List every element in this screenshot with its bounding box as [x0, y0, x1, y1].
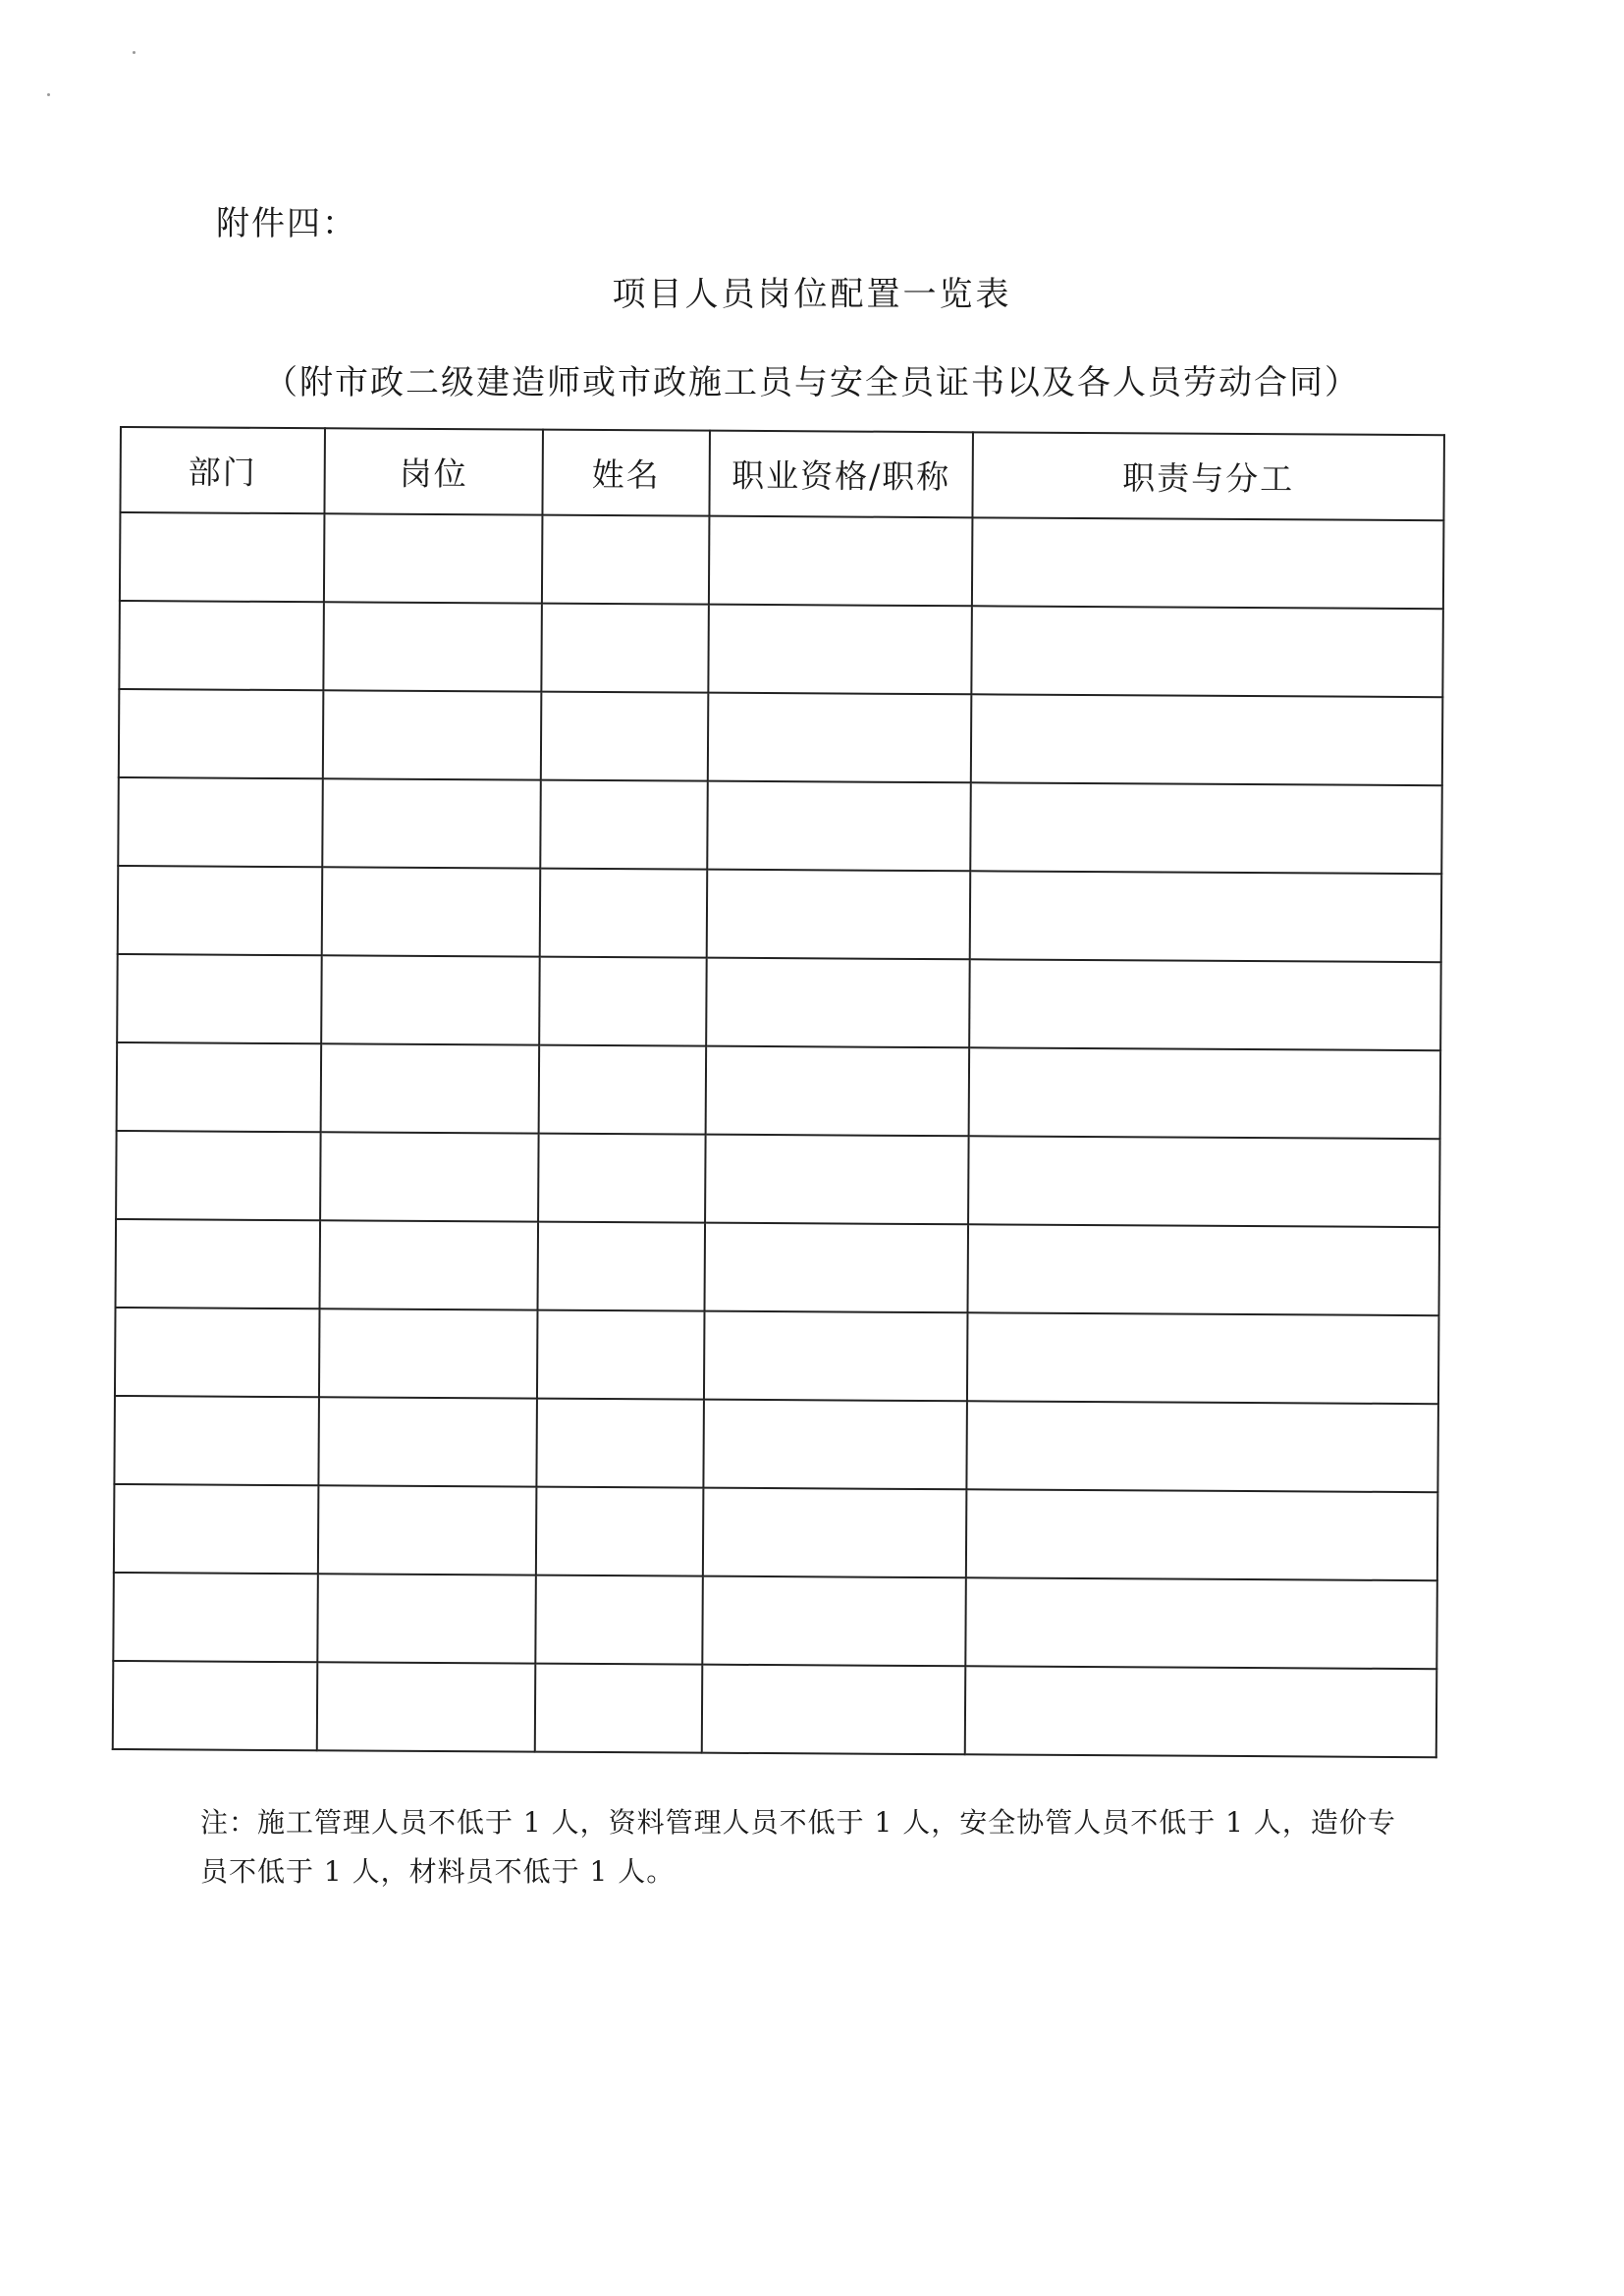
department-cell[interactable]	[116, 1219, 321, 1308]
department-cell[interactable]	[115, 1308, 320, 1397]
name-cell[interactable]	[536, 1399, 704, 1488]
position-cell[interactable]	[322, 867, 541, 956]
scan-speck	[133, 51, 135, 54]
table-header-row	[120, 427, 1444, 520]
position-cell[interactable]	[317, 1574, 536, 1663]
department-cell[interactable]	[114, 1484, 319, 1574]
name-cell[interactable]	[541, 692, 709, 781]
duties-cell[interactable]	[967, 1224, 1439, 1315]
position-cell[interactable]	[318, 1397, 537, 1486]
position-cell[interactable]	[318, 1485, 537, 1575]
qualification-cell[interactable]	[703, 1400, 967, 1490]
duties-cell[interactable]	[965, 1577, 1437, 1669]
table-row	[117, 954, 1441, 1050]
table-body	[113, 512, 1444, 1757]
name-cell[interactable]	[541, 604, 709, 693]
duties-cell[interactable]	[968, 1136, 1440, 1227]
position-cell[interactable]	[324, 513, 543, 603]
qualification-cell[interactable]	[707, 781, 971, 872]
table-row	[116, 1219, 1440, 1315]
name-cell[interactable]	[535, 1575, 703, 1665]
qualification-cell[interactable]	[703, 1488, 967, 1578]
position-cell[interactable]	[319, 1308, 538, 1398]
department-cell[interactable]	[114, 1396, 319, 1485]
header-department: 部门	[120, 427, 325, 513]
department-cell[interactable]	[116, 1131, 321, 1220]
staff-allocation-table	[112, 426, 1445, 1758]
duties-cell[interactable]	[970, 782, 1442, 874]
qualification-cell[interactable]	[702, 1576, 966, 1667]
header-duties: 职责与分工	[972, 432, 1444, 520]
scan-speck	[47, 93, 50, 96]
qualification-cell[interactable]	[705, 1135, 969, 1225]
position-cell[interactable]	[320, 1220, 539, 1309]
name-cell[interactable]	[536, 1487, 704, 1576]
table-row	[117, 1042, 1441, 1139]
qualification-cell[interactable]	[705, 1223, 969, 1313]
department-cell[interactable]	[118, 866, 323, 955]
department-cell[interactable]	[119, 689, 324, 778]
duties-cell[interactable]	[967, 1312, 1439, 1404]
duties-cell[interactable]	[971, 694, 1443, 785]
name-cell[interactable]	[535, 1664, 703, 1753]
name-cell[interactable]	[538, 1134, 706, 1223]
name-cell[interactable]	[540, 869, 708, 958]
name-cell[interactable]	[539, 957, 707, 1046]
name-cell[interactable]	[537, 1310, 705, 1400]
duties-cell[interactable]	[965, 1666, 1437, 1757]
duties-cell[interactable]	[969, 959, 1441, 1050]
attachment-label: 附件四：	[216, 204, 357, 243]
table-row	[116, 1131, 1440, 1227]
qualification-cell[interactable]	[708, 693, 972, 783]
position-cell[interactable]	[320, 1132, 539, 1221]
qualification-cell[interactable]	[706, 958, 970, 1048]
document-subtitle: （附市政二级建造师或市政施工员与安全员证书以及各人员劳动合同）	[264, 363, 1360, 402]
table-row	[113, 1573, 1437, 1669]
department-cell[interactable]	[113, 1573, 318, 1662]
position-cell[interactable]	[323, 602, 542, 691]
department-cell[interactable]	[117, 954, 322, 1043]
name-cell[interactable]	[539, 1045, 707, 1135]
name-cell[interactable]	[538, 1222, 706, 1311]
footnote: 注：施工管理人员不低于 1 人，资料管理人员不低于 1 人，安全协管人员不低于 1 人，造价专员不低于 1 人，材料员不低于 1 人。	[200, 1806, 1396, 1888]
position-cell[interactable]	[323, 690, 542, 779]
table-row	[115, 1308, 1439, 1404]
position-cell[interactable]	[322, 778, 541, 868]
header-qualification: 职业资格/职称	[709, 431, 973, 518]
department-cell[interactable]	[119, 601, 324, 690]
qualification-cell[interactable]	[702, 1665, 966, 1755]
department-cell[interactable]	[120, 512, 325, 602]
duties-cell[interactable]	[966, 1401, 1438, 1492]
table-row	[119, 689, 1443, 785]
department-cell[interactable]	[113, 1661, 318, 1750]
table-row	[119, 601, 1443, 697]
header-position: 岗位	[324, 428, 543, 514]
qualification-cell[interactable]	[708, 605, 972, 695]
table-row	[120, 512, 1444, 609]
qualification-cell[interactable]	[709, 516, 973, 607]
qualification-cell[interactable]	[706, 1046, 970, 1137]
name-cell[interactable]	[542, 515, 710, 605]
duties-cell[interactable]	[971, 606, 1443, 697]
duties-cell[interactable]	[969, 1047, 1441, 1139]
table-row	[118, 777, 1442, 874]
table-row	[114, 1484, 1438, 1580]
department-cell[interactable]	[118, 777, 323, 867]
duties-cell[interactable]	[970, 871, 1442, 962]
header-name: 姓名	[542, 430, 710, 516]
duties-cell[interactable]	[972, 517, 1444, 609]
table-row	[118, 866, 1442, 962]
position-cell[interactable]	[321, 1043, 540, 1133]
position-cell[interactable]	[321, 955, 540, 1044]
table-row	[113, 1661, 1437, 1757]
name-cell[interactable]	[540, 780, 708, 870]
staff-table-container	[112, 426, 1443, 1758]
department-cell[interactable]	[117, 1042, 322, 1132]
position-cell[interactable]	[317, 1662, 536, 1751]
qualification-cell[interactable]	[704, 1311, 968, 1402]
document-title: 项目人员岗位配置一览表	[612, 275, 1012, 314]
table-row	[114, 1396, 1438, 1492]
qualification-cell[interactable]	[707, 870, 971, 960]
duties-cell[interactable]	[966, 1489, 1438, 1580]
